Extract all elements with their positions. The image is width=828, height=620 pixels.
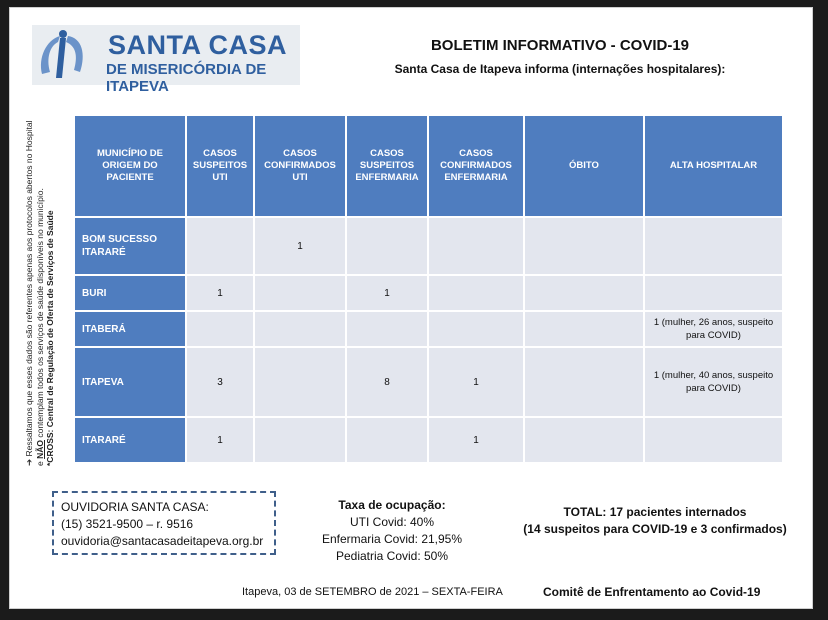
taxa-pediatria: Pediatria Covid: 50% [335, 549, 449, 563]
cell-confirmados-uti: 1 [255, 218, 345, 274]
ouvidoria-title: OUVIDORIA SANTA CASA: [61, 500, 209, 514]
col-confirmados-enfermaria: CASOS CONFIRMADOS ENFERMARIA [429, 116, 523, 216]
cell-suspeitos-uti: 1 [187, 418, 253, 462]
cell-obito [525, 312, 643, 346]
cell-confirmados-uti [255, 348, 345, 416]
cell-suspeitos-uti [187, 218, 253, 274]
table-row [75, 348, 782, 416]
side-note [24, 120, 56, 466]
cell-confirmados-enfermaria: 1 [429, 418, 523, 462]
total-line1: TOTAL: 17 pacientes internados [563, 505, 747, 519]
santa-casa-logo-icon [36, 28, 88, 82]
cell-municipio: ITARARÉ [75, 418, 185, 462]
cell-municipio: BOM SUCESSO ITARARÉ [75, 218, 185, 274]
cell-suspeitos-enfermaria: 8 [347, 348, 427, 416]
taxa-ocupacao [302, 497, 482, 565]
cell-confirmados-uti [255, 312, 345, 346]
col-confirmados-uti: CASOS CONFIRMADOS UTI [255, 116, 345, 216]
cell-obito [525, 418, 643, 462]
cell-suspeitos-uti [187, 312, 253, 346]
footer-date: Itapeva, 03 de SETEMBRO de 2021 – SEXTA-FEIRA [242, 586, 503, 598]
col-municipio: MUNICÍPIO DE ORIGEM DO PACIENTE [75, 116, 185, 216]
cell-suspeitos-uti: 1 [187, 276, 253, 310]
logo-title: SANTA CASA [108, 30, 287, 60]
logo-subtitle: DE MISERICÓRDIA DE ITAPEVA [106, 61, 267, 95]
cell-suspeitos-enfermaria: 1 [347, 276, 427, 310]
taxa-heading: Taxa de ocupação: [338, 498, 446, 512]
cell-alta [645, 218, 782, 274]
cell-obito [525, 218, 643, 274]
total-line2: (14 suspeitos para COVID-19 e 3 confirmados) [523, 522, 787, 536]
cell-suspeitos-enfermaria [347, 312, 427, 346]
side-note-line1: ➔ Ressaltamos que esses dados são referentes apenas aos protocolos abertos no Hospital [24, 120, 34, 466]
bulletin-title: BOLETIM INFORMATIVO - COVID-19 [430, 37, 690, 54]
table-header-row [75, 116, 782, 216]
cell-obito [525, 348, 643, 416]
table-row [75, 418, 782, 462]
taxa-enfermaria: Enfermaria Covid: 21,95% [321, 532, 463, 546]
cell-suspeitos-uti: 3 [187, 348, 253, 416]
cell-municipio: BURI [75, 276, 185, 310]
cell-confirmados-enfermaria [429, 218, 523, 274]
footer-committee: Comitê de Enfrentamento ao Covid-19 [543, 585, 761, 599]
cell-municipio: ITAPEVA [75, 348, 185, 416]
ouvidoria-email[interactable]: ouvidoria@santacasadeitapeva.org.br [61, 534, 264, 548]
bulletin-subtitle: Santa Casa de Itapeva informa (internações hospitalares): [394, 62, 726, 76]
cell-alta: 1 (mulher, 26 anos, suspeito para COVID) [645, 312, 782, 346]
side-note-line3: *CROSS: Central de Regulação de Oferta de Serviços de Saúde [45, 210, 55, 466]
cell-confirmados-enfermaria [429, 276, 523, 310]
cell-alta [645, 418, 782, 462]
cell-confirmados-enfermaria: 1 [429, 348, 523, 416]
cell-suspeitos-enfermaria [347, 218, 427, 274]
ouvidoria-box [52, 491, 276, 555]
cell-confirmados-enfermaria [429, 312, 523, 346]
taxa-uti: UTI Covid: 40% [349, 515, 435, 529]
cell-confirmados-uti [255, 418, 345, 462]
col-suspeitos-uti: CASOS SUSPEITOS UTI [187, 116, 253, 216]
table-row [75, 312, 782, 346]
col-alta-hospitalar: ALTA HOSPITALAR [645, 116, 782, 216]
side-note-line2: e NÃO contemplam todos os serviços de saúde disponíveis no município. [34, 188, 45, 466]
total-summary [510, 504, 800, 538]
cell-alta [645, 276, 782, 310]
santa-casa-logo [32, 25, 300, 95]
cell-municipio: ITABERÁ [75, 312, 185, 346]
ouvidoria-phone: (15) 3521-9500 – r. 9516 [61, 517, 194, 531]
cell-alta: 1 (mulher, 40 anos, suspeito para COVID) [645, 348, 782, 416]
table-row [75, 276, 782, 310]
col-obito: ÓBITO [525, 116, 643, 216]
col-suspeitos-enfermaria: CASOS SUSPEITOS ENFERMARIA [347, 116, 427, 216]
table-row [75, 218, 782, 274]
cell-obito [525, 276, 643, 310]
cell-confirmados-uti [255, 276, 345, 310]
bulletin-page [9, 7, 813, 609]
cell-suspeitos-enfermaria [347, 418, 427, 462]
internacoes-table [73, 114, 784, 464]
